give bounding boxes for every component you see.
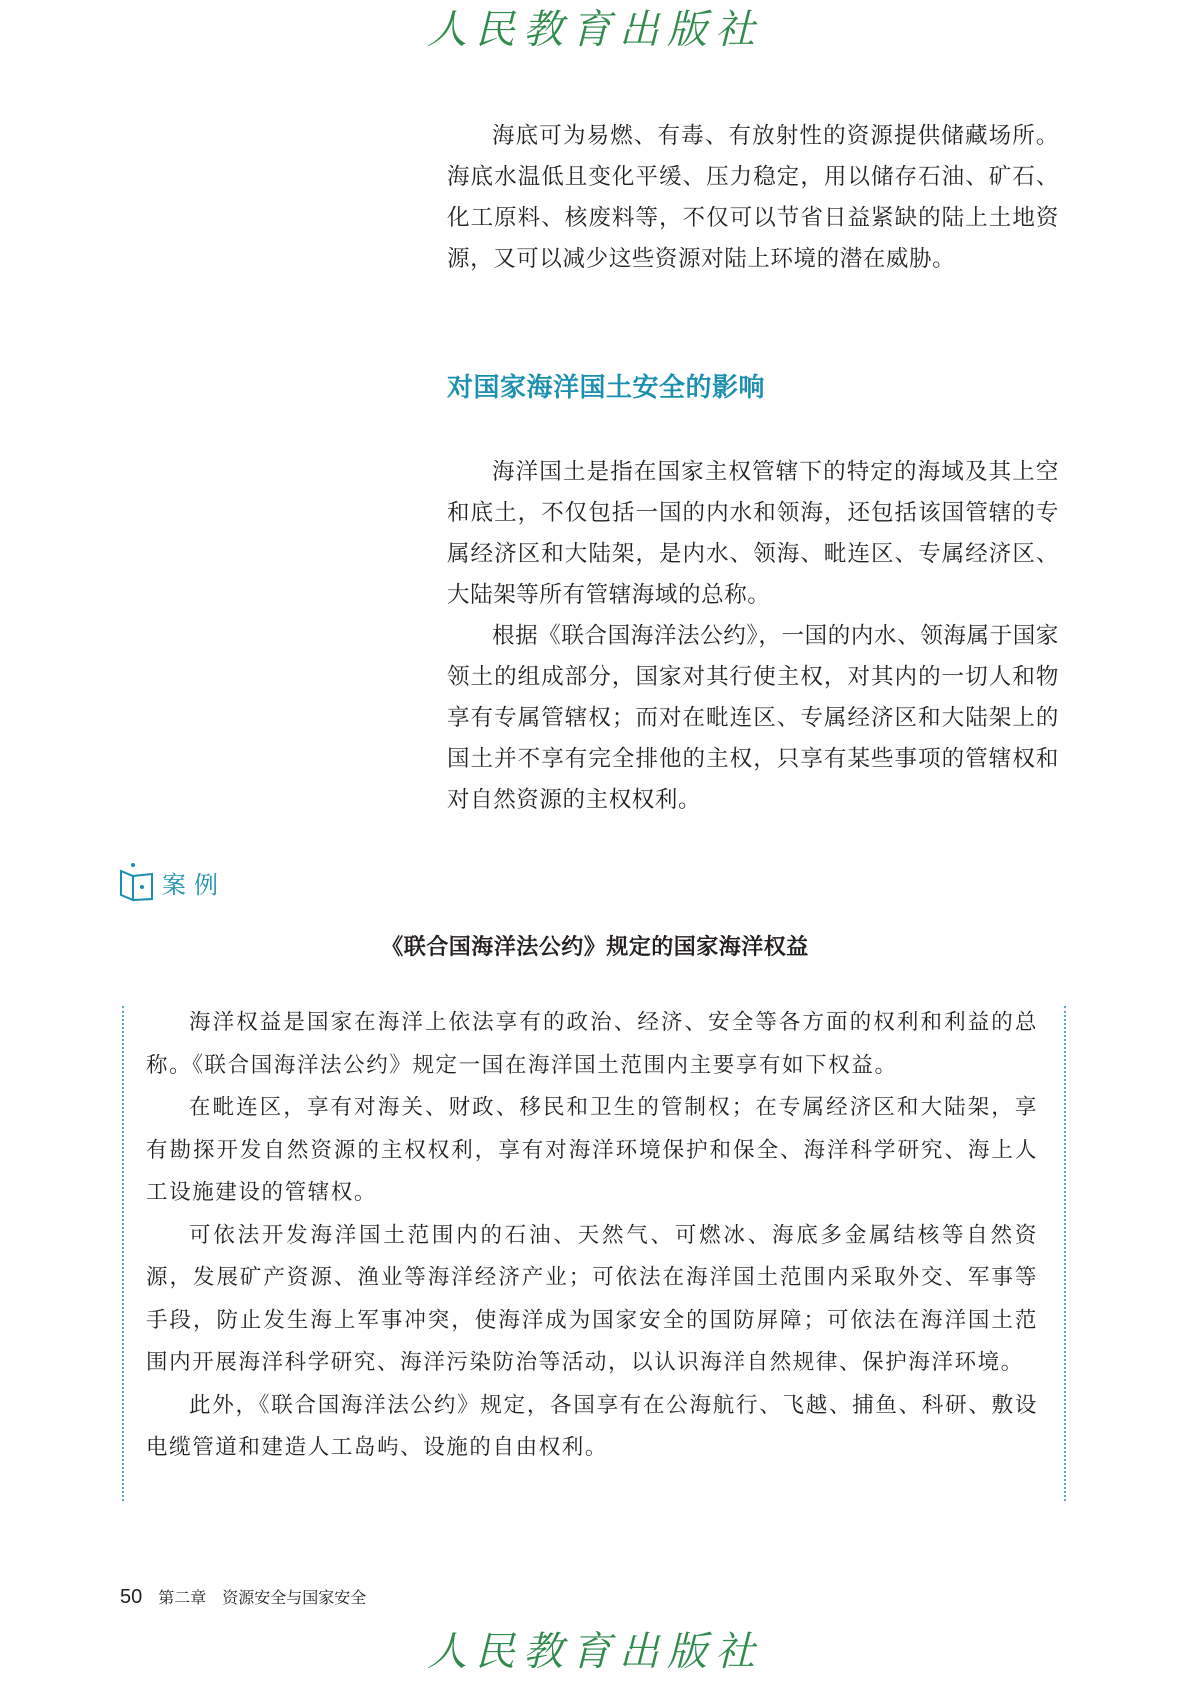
unclos-paragraph: 根据《联合国海洋法公约》，一国的内水、领海属于国家领土的组成部分，国家对其行使主权，对其内的一切人和物享有专属管辖权；而对在毗连区、专属经济区和大陆架上的国土并不享有完全排他的主权，只享有某些事项的管辖权和对自然资源的主权权利。 xyxy=(447,623,1059,813)
case-title: 《联合国海洋法公约》规定的国家海洋权益 xyxy=(381,934,809,960)
section-heading: 对国家海洋国土安全的影响 xyxy=(447,373,766,403)
chapter-title: 第二章 资源安全与国家安全 xyxy=(158,1588,367,1607)
case-body xyxy=(146,1002,1038,1470)
case-paragraph: 海洋权益是国家在海洋上依法享有的政治、经济、安全等各方面的权利和利益的总称。《联合国海洋法公约》规定一国在海洋国土范围内主要享有如下权益。 xyxy=(146,1010,1038,1078)
territory-section xyxy=(447,452,1059,821)
publisher-logo-footer: 人民教育出版社 xyxy=(427,1629,763,1675)
page-number: 50 xyxy=(120,1586,143,1608)
book-icon xyxy=(118,862,156,902)
storage-paragraph: 海底可为易燃、有毒、有放射性的资源提供储藏场所。海底水温低且变化平缓、压力稳定，用以储存石油、矿石、化工原料、核废料等，不仅可以节省日益紧缺的陆上土地资源，又可以减少这些资源对陆上环境的潜在威胁。 xyxy=(447,123,1059,272)
case-paragraph: 在毗连区，享有对海关、财政、移民和卫生的管制权；在专属经济区和大陆架，享有勘探开发自然资源的主权权利，享有对海洋环境保护和保全、海洋科学研究、海上人工设施建设的管辖权。 xyxy=(146,1095,1038,1205)
case-label: 案例 xyxy=(162,870,226,899)
case-paragraph: 可依法开发海洋国土范围内的石油、天然气、可燃冰、海底多金属结核等自然资源，发展矿产资源、渔业等海洋经济产业；可依法在海洋国土范围内采取外交、军事等手段，防止发生海上军事冲突，使海洋成为国家安全的国防屏障；可依法在海洋国土范围内开展海洋科学研究、海洋污染防治等活动，以认识海洋自然规律、保护海洋环境。 xyxy=(146,1222,1038,1375)
case-tag xyxy=(118,862,226,902)
territory-paragraph: 海洋国土是指在国家主权管辖下的特定的海域及其上空和底土，不仅包括一国的内水和领海，还包括该国管辖的专属经济区和大陆架，是内水、领海、毗连区、专属经济区、大陆架等所有管辖海域的总称。 xyxy=(447,459,1059,608)
case-paragraph: 此外，《联合国海洋法公约》规定，各国享有在公海航行、飞越、捕鱼、科研、敷设电缆管道和建造人工岛屿、设施的自由权利。 xyxy=(146,1392,1038,1460)
storage-section xyxy=(447,116,1059,280)
page-footer xyxy=(120,1585,366,1609)
publisher-logo-header: 人民教育出版社 xyxy=(427,7,763,53)
